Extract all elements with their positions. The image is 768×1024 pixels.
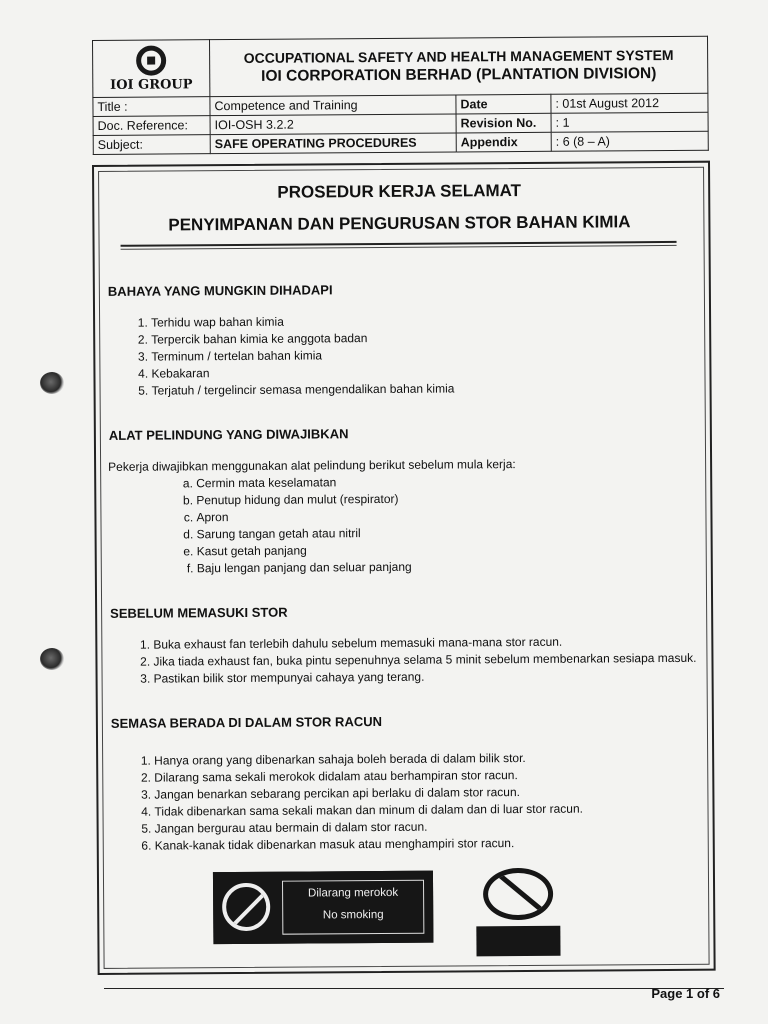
header-meta-value: : 6 (8 – A)	[551, 131, 708, 151]
no-food-drink-sign	[473, 868, 564, 963]
no-smoking-malay-text: Dilarang merokok	[307, 886, 399, 900]
content-frame	[92, 161, 716, 975]
header-meta-label: Revision No.	[456, 113, 551, 133]
list-item: c. Apron	[196, 506, 696, 526]
system-title: OCCUPATIONAL SAFETY AND HEALTH MANAGEMENT SYSTEM	[243, 46, 674, 66]
list-item: a. Cermin mata keselamatan	[196, 472, 696, 492]
header-value: SAFE OPERATING PROCEDURES	[210, 133, 456, 154]
list-item: 1. Buka exhaust fan terlebih dahulu sebelum memasuki mana-mana stor racun.	[153, 633, 697, 654]
safety-signs	[109, 869, 700, 963]
section-heading-hazards: BAHAYA YANG MUNGKIN DIHADAPI	[107, 282, 333, 299]
footer-divider	[104, 988, 724, 989]
ppe-list	[106, 472, 697, 578]
no-food-drink-icon	[483, 868, 553, 920]
list-item: b. Penutup hidung dan mulut (respirator)	[196, 489, 696, 509]
list-item: 2. Jika tiada exhaust fan, buka pintu sepenuhnya selama 5 minit sebelum membenarkan sesiapa masuk.	[153, 650, 697, 671]
header-label: Doc. Reference:	[93, 116, 210, 136]
list-item: 4. Kebakaran	[151, 362, 695, 383]
ppe-intro: Pekerja diwajibkan menggunakan alat pelindung berikut sebelum mula kerja:	[108, 457, 516, 474]
list-item: 2. Dilarang sama sekali merokok didalam atau berhampiran stor racun.	[154, 766, 698, 787]
list-item: 2. Terpercik bahan kimia ke anggota badan	[151, 328, 695, 349]
header-meta-value: : 1	[551, 112, 708, 132]
ioi-logo-icon	[136, 45, 166, 75]
section-heading-before-entering: SEBELUM MEMASUKI STOR	[110, 604, 288, 621]
list-item: 1. Terhidu wap bahan kimia	[151, 311, 695, 332]
header-value: IOI-OSH 3.2.2	[210, 114, 456, 135]
before-entering-list	[107, 633, 697, 688]
no-smoking-sign	[213, 871, 433, 945]
company-logo	[93, 40, 210, 98]
no-smoking-icon	[222, 883, 270, 931]
company-logo-text: IOI GROUP	[110, 77, 193, 93]
section-heading-ppe: ALAT PELINDUNG YANG DIWAJIBKAN	[108, 426, 349, 443]
list-item: d. Sarung tangan getah atau nitril	[197, 523, 697, 543]
company-title: IOI CORPORATION BERHAD (PLANTATION DIVISION)	[261, 65, 657, 85]
list-item: 5. Jangan bergurau atau bermain di dalam stor racun.	[155, 817, 699, 838]
header-title-cell	[210, 36, 708, 96]
header-row-subject	[93, 131, 708, 154]
header-meta-label: Date	[456, 94, 551, 114]
no-smoking-english-text: No smoking	[322, 908, 384, 922]
document-title-line2: PENYIMPANAN DAN PENGURUSAN STOR BAHAN KIMIA	[168, 212, 631, 235]
sign-caption-plate	[476, 926, 560, 957]
list-item: 5. Terjatuh / tergelincir semasa mengendalikan bahan kimia	[152, 379, 696, 400]
header-label: Title :	[93, 97, 210, 117]
hazards-list	[105, 311, 696, 400]
list-item: 3. Pastikan bilik stor mempunyai cahaya yang terang.	[154, 667, 698, 688]
list-item: 1. Hanya orang yang dibenarkan sahaja boleh berada di dalam bilik stor.	[154, 749, 698, 770]
punch-hole	[40, 648, 64, 670]
list-item: 4. Tidak dibenarkan sama sekali makan dan minum di dalam dan di luar stor racun.	[154, 800, 698, 821]
inside-store-list	[108, 749, 699, 855]
list-item: 3. Jangan benarkan sebarang percikan api berlaku di dalam stor racun.	[154, 783, 698, 804]
list-item: e. Kasut getah panjang	[197, 540, 697, 560]
list-item: f. Baju lengan panjang dan seluar panjang	[197, 557, 697, 577]
section-heading-inside-store: SEMASA BERADA DI DALAM STOR RACUN	[110, 713, 383, 731]
document-title-line1: PROSEDUR KERJA SELAMAT	[277, 181, 522, 202]
list-item: 6. Kanak-kanak tidak dibenarkan masuk atau menghampiri stor racun.	[155, 834, 699, 855]
header-meta-value: : 01st August 2012	[551, 93, 708, 113]
page-number: Page 1 of 6	[651, 986, 720, 1001]
document-header-table	[92, 36, 709, 155]
punch-hole	[40, 372, 64, 394]
list-item: 3. Terminum / tertelan bahan kimia	[151, 345, 695, 366]
header-value: Competence and Training	[210, 95, 456, 116]
header-meta-label: Appendix	[456, 132, 551, 152]
header-label: Subject:	[93, 135, 210, 155]
